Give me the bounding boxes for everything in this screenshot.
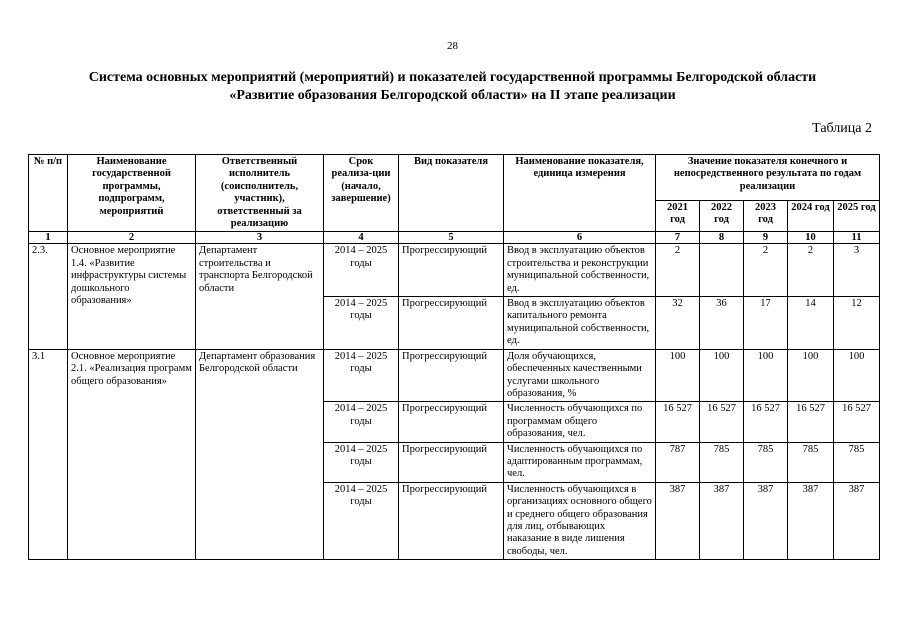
value-2021: 16 527 (656, 402, 700, 442)
implementation-term: 2014 – 2025 годы (324, 349, 399, 402)
column-number: 4 (324, 232, 399, 244)
title-line-1: Система основных мероприятий (мероприятий) и показателей государственной программы Белгородской области (88, 70, 817, 85)
table-row (29, 349, 880, 402)
value-2024: 14 (788, 297, 834, 350)
implementation-term: 2014 – 2025 годы (324, 244, 399, 297)
value-2023: 2 (744, 244, 788, 297)
header-kind: Вид показателя (399, 155, 504, 232)
value-2024: 100 (788, 349, 834, 402)
document-title (20, 69, 885, 105)
row-number: 2.3. (29, 244, 68, 349)
value-2021: 787 (656, 442, 700, 482)
value-2025: 12 (834, 297, 880, 350)
value-2025: 100 (834, 349, 880, 402)
column-number: 7 (656, 232, 700, 244)
header-num: № п/п (29, 155, 68, 232)
indicator-kind: Прогрессирующий (399, 244, 504, 297)
value-2021: 32 (656, 297, 700, 350)
value-2025: 16 527 (834, 402, 880, 442)
indicator-name: Ввод в эксплуатацию объектов капитального ремонта муниципальной собственности, ед. (504, 297, 656, 350)
value-2024: 2 (788, 244, 834, 297)
value-2021: 100 (656, 349, 700, 402)
column-number: 10 (788, 232, 834, 244)
table-label: Таблица 2 (812, 121, 872, 136)
indicator-kind: Прогрессирующий (399, 297, 504, 350)
indicator-kind: Прогрессирующий (399, 482, 504, 559)
title-line-2: «Развитие образования Белгородской области» на II этапе реализации (229, 88, 676, 103)
implementation-term: 2014 – 2025 годы (324, 482, 399, 559)
value-2021: 2 (656, 244, 700, 297)
indicator-name: Численность обучающихся по программам общего образования, чел. (504, 402, 656, 442)
value-2022: 36 (700, 297, 744, 350)
column-number: 6 (504, 232, 656, 244)
indicator-kind: Прогрессирующий (399, 349, 504, 402)
row-number: 3.1 (29, 349, 68, 560)
implementation-term: 2014 – 2025 годы (324, 297, 399, 350)
header-term: Срок реализа-ции (начало, завершение) (324, 155, 399, 232)
value-2022: 387 (700, 482, 744, 559)
header-year: 2025 год (834, 200, 880, 232)
indicator-name: Численность обучающихся по адаптированным программам, чел. (504, 442, 656, 482)
column-number: 8 (700, 232, 744, 244)
column-number: 2 (68, 232, 196, 244)
indicator-name: Ввод в эксплуатацию объектов строительства и реконструкции муниципальной собственности, ед. (504, 244, 656, 297)
column-number: 11 (834, 232, 880, 244)
column-number: 3 (196, 232, 324, 244)
header-year: 2023 год (744, 200, 788, 232)
value-2022: 100 (700, 349, 744, 402)
value-2022 (700, 244, 744, 297)
column-numbers-row (29, 232, 880, 244)
value-2023: 387 (744, 482, 788, 559)
header-values-group: Значение показателя конечного и непосредственного результата по годам реализации (656, 155, 880, 201)
header-indicator: Наименование показателя, единица измерения (504, 155, 656, 232)
header-year: 2021 год (656, 200, 700, 232)
value-2021: 387 (656, 482, 700, 559)
responsible-executor: Департамент образования Белгородской области (196, 349, 324, 560)
header-row-1 (29, 155, 880, 201)
column-number: 5 (399, 232, 504, 244)
activity-name: Основное мероприятие 1.4. «Развитие инфраструктуры системы дошкольного образования» (68, 244, 196, 349)
value-2023: 17 (744, 297, 788, 350)
page-number: 28 (447, 40, 458, 52)
value-2023: 100 (744, 349, 788, 402)
header-executor: Ответственный исполнитель (соисполнитель, участник), ответственный за реализацию (196, 155, 324, 232)
indicator-kind: Прогрессирующий (399, 402, 504, 442)
value-2024: 16 527 (788, 402, 834, 442)
value-2023: 785 (744, 442, 788, 482)
value-2022: 785 (700, 442, 744, 482)
header-year: 2024 год (788, 200, 834, 232)
implementation-term: 2014 – 2025 годы (324, 442, 399, 482)
value-2023: 16 527 (744, 402, 788, 442)
table-row (29, 244, 880, 297)
column-number: 9 (744, 232, 788, 244)
indicator-name: Численность обучающихся в организациях основного общего и среднего общего образования для лиц, отбывающих наказание в виде лишения свободы, чел. (504, 482, 656, 559)
implementation-term: 2014 – 2025 годы (324, 402, 399, 442)
activity-name: Основное мероприятие 2.1. «Реализация программ общего образования» (68, 349, 196, 560)
header-year: 2022 год (700, 200, 744, 232)
column-number: 1 (29, 232, 68, 244)
value-2024: 387 (788, 482, 834, 559)
value-2025: 3 (834, 244, 880, 297)
indicator-kind: Прогрессирующий (399, 442, 504, 482)
header-name: Наименование государственной программы, подпрограмм, мероприятий (68, 155, 196, 232)
indicators-table (28, 154, 880, 560)
indicator-name: Доля обучающихся, обеспеченных качественными услугами школьного образования, % (504, 349, 656, 402)
value-2025: 387 (834, 482, 880, 559)
value-2024: 785 (788, 442, 834, 482)
value-2022: 16 527 (700, 402, 744, 442)
value-2025: 785 (834, 442, 880, 482)
responsible-executor: Департамент строительства и транспорта Белгородской области (196, 244, 324, 349)
